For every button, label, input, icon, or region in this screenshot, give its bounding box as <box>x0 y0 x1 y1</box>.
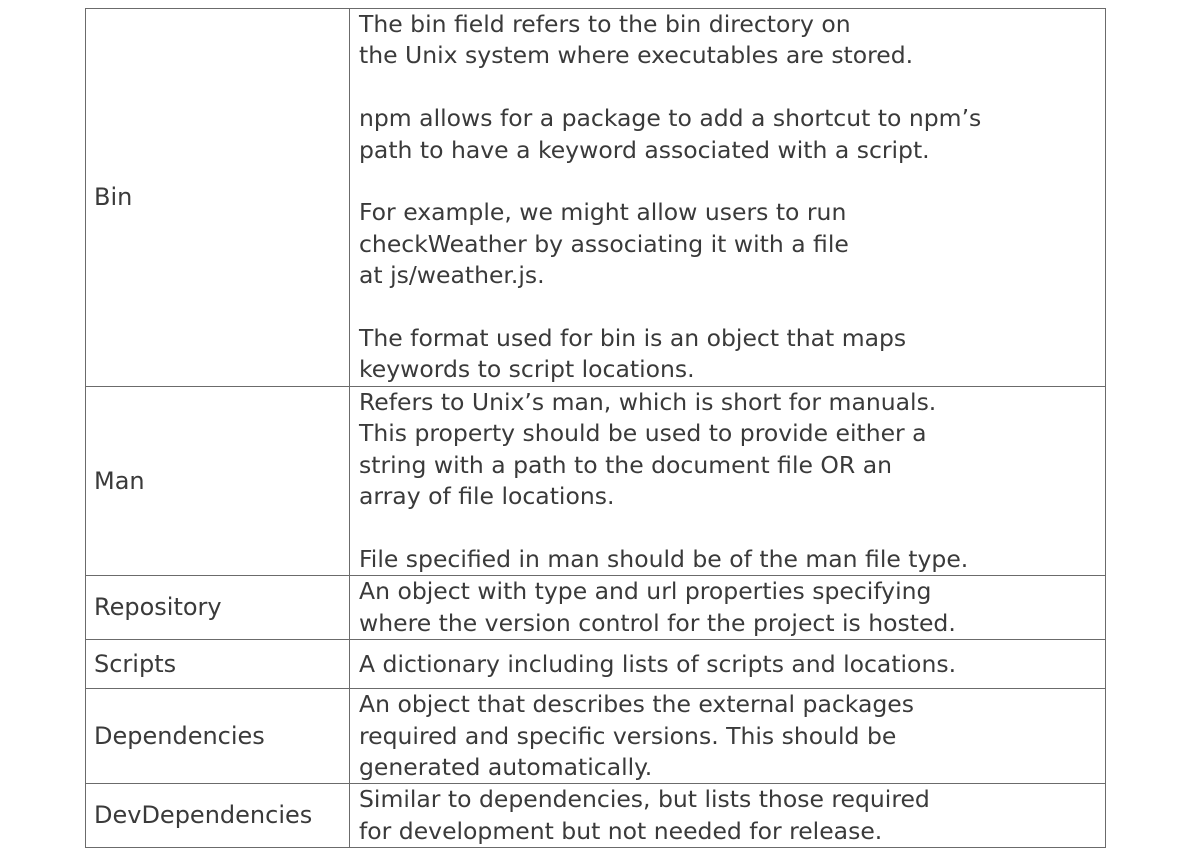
table-row-repository <box>86 576 1106 640</box>
description-paragraph: Refers to Unix’s man, which is short for manuals. This property should be used to provide either a string with a path to the document file OR an array of file locations. <box>359 388 937 511</box>
field-name-dependencies: Dependencies <box>86 689 350 784</box>
field-name-repository: Repository <box>86 576 350 640</box>
field-description-dependencies <box>350 689 1106 784</box>
description-paragraph: An object that describes the external packages required and specific versions. This should be generated automatically. <box>359 690 914 782</box>
description-paragraph: For example, we might allow users to run checkWeather by associating it with a file at js/weather.js. <box>359 198 849 290</box>
field-description-scripts <box>350 640 1106 689</box>
table-row-devdependencies <box>86 784 1106 848</box>
table-row-dependencies <box>86 689 1106 784</box>
description-paragraph: Similar to dependencies, but lists those required for development but not needed for release. <box>359 785 930 845</box>
description-paragraph: A dictionary including lists of scripts and locations. <box>359 649 957 678</box>
description-paragraph: The bin field refers to the bin directory on the Unix system where executables are stored. <box>359 10 914 70</box>
description-paragraph: File specified in man should be of the man file type. <box>359 545 969 574</box>
description-paragraph: The format used for bin is an object that maps keywords to script locations. <box>359 324 907 384</box>
field-name-man: Man <box>86 387 350 576</box>
field-name-bin: Bin <box>86 9 350 387</box>
field-description-bin <box>350 9 1106 387</box>
table-row-scripts <box>86 640 1106 689</box>
description-paragraph: npm allows for a package to add a shortcut to npm’s path to have a keyword associated with a script. <box>359 104 982 164</box>
field-name-devdependencies: DevDependencies <box>86 784 350 848</box>
package-fields-table <box>85 8 1106 848</box>
table-row-man <box>86 387 1106 576</box>
field-description-devdependencies <box>350 784 1106 848</box>
table-row-bin <box>86 9 1106 387</box>
field-description-repository <box>350 576 1106 640</box>
field-name-scripts: Scripts <box>86 640 350 689</box>
field-description-man <box>350 387 1106 576</box>
description-paragraph: An object with type and url properties specifying where the version control for the project is hosted. <box>359 577 956 637</box>
